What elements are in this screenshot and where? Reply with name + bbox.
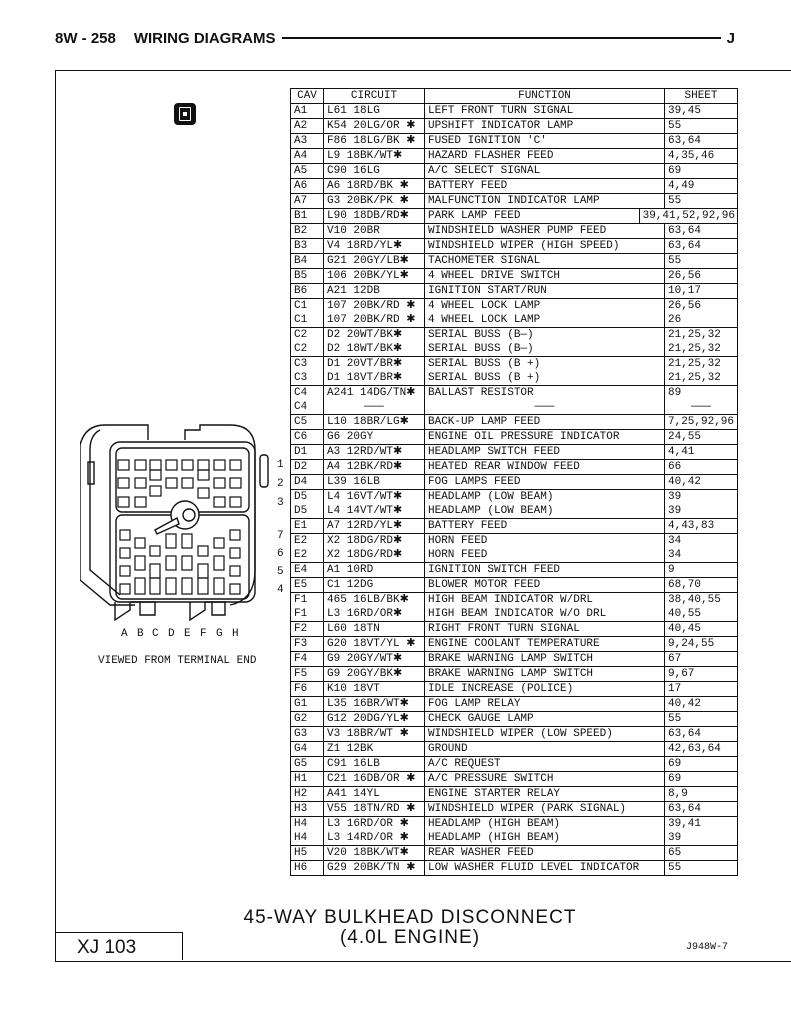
table-row <box>291 475 738 490</box>
cell-circuit: Z1 12BK <box>324 742 425 757</box>
cell-cav: H6 <box>291 861 324 876</box>
table-row <box>291 504 738 519</box>
cell-circuit: V4 18RD/YL✱ <box>324 239 425 254</box>
cell-function: ENGINE COOLANT TEMPERATURE <box>425 637 665 652</box>
cell-function: FOG LAMP RELAY <box>425 697 665 712</box>
cell-circuit: C90 16LG <box>324 164 425 179</box>
cell-circuit: G9 20GY/WT✱ <box>324 652 425 667</box>
cell-cav: E5 <box>291 578 324 593</box>
cell-cav: E2 <box>291 534 324 549</box>
table-row <box>291 787 738 802</box>
cell-cav: E4 <box>291 563 324 578</box>
cell-function: IDLE INCREASE (POLICE) <box>425 682 665 697</box>
cell-sheet: 63,64 <box>665 802 738 817</box>
table-row <box>291 846 738 861</box>
cell-sheet: 55 <box>665 254 738 269</box>
table-row <box>291 563 738 578</box>
cell-sheet: 68,70 <box>665 578 738 593</box>
cell-circuit: L10 18BR/LG✱ <box>324 415 425 430</box>
cell-circuit: V10 20BR <box>324 224 425 239</box>
figure-code: J948W-7 <box>686 942 729 953</box>
cell-sheet: 40,45 <box>665 622 738 637</box>
table-row <box>291 386 738 401</box>
header-function: FUNCTION <box>425 89 665 104</box>
cell-cav: B3 <box>291 239 324 254</box>
table-row <box>291 224 738 239</box>
cell-cav: A5 <box>291 164 324 179</box>
cell-circuit: G29 20BK/TN ✱ <box>324 861 425 876</box>
cell-function: TACHOMETER SIGNAL <box>425 254 665 269</box>
cell-function: FOG LAMPS FEED <box>425 475 665 490</box>
table-row <box>291 460 738 475</box>
cell-cav: H4 <box>291 831 324 846</box>
cell-cav: G1 <box>291 697 324 712</box>
cell-sheet: 4,35,46 <box>665 149 738 164</box>
table-row <box>291 149 738 164</box>
table-row <box>291 119 738 134</box>
table-row <box>291 284 738 299</box>
table-row <box>291 342 738 357</box>
row-label-4: 4 <box>277 584 284 596</box>
cell-cav: F2 <box>291 622 324 637</box>
row-label-7: 7 <box>277 530 284 542</box>
cell-sheet: 9,24,55 <box>665 637 738 652</box>
table-row <box>291 313 738 328</box>
cell-circuit: X2 18DG/RD✱ <box>324 548 425 563</box>
cell-circuit: C1 12DG <box>324 578 425 593</box>
edition-letter: J <box>726 29 735 47</box>
cell-cav: C2 <box>291 342 324 357</box>
header-cav: CAV <box>291 89 324 104</box>
cell-cav: D4 <box>291 475 324 490</box>
cell-cav: F5 <box>291 667 324 682</box>
cell-cav: C3 <box>291 371 324 386</box>
cell-circuit: C21 16DB/OR ✱ <box>324 772 425 787</box>
cell-function: SERIAL BUSS (B—) <box>425 342 665 357</box>
cell-cav: H5 <box>291 846 324 861</box>
cell-cav: A7 <box>291 194 324 209</box>
cell-sheet: 34 <box>665 534 738 549</box>
cell-cav: F4 <box>291 652 324 667</box>
cell-sheet: 40,55 <box>665 607 738 622</box>
cell-sheet: 42,63,64 <box>665 742 738 757</box>
cell-function: HIGH BEAM INDICATOR W/O DRL <box>425 607 665 622</box>
cell-function: SERIAL BUSS (B +) <box>425 357 665 372</box>
cell-sheet: 39,41 <box>665 817 738 832</box>
table-row <box>291 831 738 846</box>
cell-circuit: G9 20GY/BK✱ <box>324 667 425 682</box>
cell-cav: H1 <box>291 772 324 787</box>
cell-circuit: V20 18BK/WT✱ <box>324 846 425 861</box>
cell-circuit: L60 18TN <box>324 622 425 637</box>
table-row <box>291 490 738 505</box>
table-row <box>291 194 738 209</box>
cell-cav: A1 <box>291 104 324 119</box>
cell-circuit: L9 18BK/WT✱ <box>324 149 425 164</box>
table-row <box>291 164 738 179</box>
cell-function: A/C REQUEST <box>425 757 665 772</box>
cell-cav: H4 <box>291 817 324 832</box>
title-line-2: (4.0L ENGINE) <box>339 927 481 948</box>
table-row <box>291 104 738 119</box>
cell-cav: G3 <box>291 727 324 742</box>
cell-cav: B1 <box>291 209 324 224</box>
cell-function: BRAKE WARNING LAMP SWITCH <box>425 667 665 682</box>
row-label-3: 3 <box>277 497 284 509</box>
table-row <box>291 802 738 817</box>
cell-cav: C5 <box>291 415 324 430</box>
table-row <box>291 712 738 727</box>
cell-function: HORN FEED <box>425 534 665 549</box>
cell-sheet: 26,56 <box>665 299 738 314</box>
cell-cav: E1 <box>291 519 324 534</box>
table-row <box>291 209 738 224</box>
table-row <box>291 622 738 637</box>
cell-sheet: 63,64 <box>665 239 738 254</box>
cell-sheet: 39,45 <box>665 104 738 119</box>
table-row <box>291 667 738 682</box>
cell-circuit: G21 20GY/LB✱ <box>324 254 425 269</box>
col-label-a: A <box>121 628 128 640</box>
row-label-6: 6 <box>277 548 284 560</box>
table-row <box>291 757 738 772</box>
header-sheet: SHEET <box>665 89 738 104</box>
table-row <box>291 254 738 269</box>
cell-function: LEFT FRONT TURN SIGNAL <box>425 104 665 119</box>
cell-circuit: D2 18WT/BK✱ <box>324 342 425 357</box>
cell-cav: C3 <box>291 357 324 372</box>
cell-cav: A2 <box>291 119 324 134</box>
cell-sheet: 69 <box>665 772 738 787</box>
cell-circuit: 465 16LB/BK✱ <box>324 593 425 608</box>
cell-sheet: 67 <box>665 652 738 667</box>
cell-cav: C2 <box>291 328 324 343</box>
cell-sheet: 39 <box>665 504 738 519</box>
cell-function: PARK LAMP FEED <box>425 209 665 224</box>
cell-circuit: D2 20WT/BK✱ <box>324 328 425 343</box>
cell-cav: F1 <box>291 607 324 622</box>
cell-circuit: ——— <box>324 400 425 415</box>
cell-cav: D1 <box>291 445 324 460</box>
cell-sheet: 66 <box>665 460 738 475</box>
table-row <box>291 299 738 314</box>
cell-cav: A3 <box>291 134 324 149</box>
cell-sheet: 21,25,32 <box>665 357 738 372</box>
cell-cav: B4 <box>291 254 324 269</box>
cell-sheet: 4,49 <box>665 179 738 194</box>
cell-cav: F6 <box>291 682 324 697</box>
cell-circuit: A6 18RD/BK ✱ <box>324 179 425 194</box>
cell-function: BALLAST RESISTOR <box>425 386 665 401</box>
cell-cav: E2 <box>291 548 324 563</box>
table-row <box>291 772 738 787</box>
cell-circuit: A41 14YL <box>324 787 425 802</box>
cell-circuit: 107 20BK/RD ✱ <box>324 299 425 314</box>
cell-function: BRAKE WARNING LAMP SWITCH <box>425 652 665 667</box>
table-row <box>291 817 738 832</box>
cell-circuit: L61 18LG <box>324 104 425 119</box>
cell-sheet: 40,42 <box>665 475 738 490</box>
cell-cav: C1 <box>291 313 324 328</box>
cell-circuit: 107 20BK/RD ✱ <box>324 313 425 328</box>
cell-sheet: 55 <box>665 712 738 727</box>
table-row <box>291 637 738 652</box>
cell-sheet: 34 <box>665 548 738 563</box>
cell-circuit: L3 16RD/OR ✱ <box>324 817 425 832</box>
cell-cav: B6 <box>291 284 324 299</box>
cell-function: MALFUNCTION INDICATOR LAMP <box>425 194 665 209</box>
cell-sheet: 9 <box>665 563 738 578</box>
cell-sheet: 39 <box>665 831 738 846</box>
cell-function: ——— <box>425 400 665 415</box>
cell-cav: A4 <box>291 149 324 164</box>
table-row <box>291 742 738 757</box>
cell-sheet: 63,64 <box>665 134 738 149</box>
cell-function: HEADLAMP (LOW BEAM) <box>425 504 665 519</box>
cell-function: REAR WASHER FEED <box>425 846 665 861</box>
table-row <box>291 534 738 549</box>
cell-circuit: A21 12DB <box>324 284 425 299</box>
cell-function: BACK-UP LAMP FEED <box>425 415 665 430</box>
page-header <box>55 28 735 48</box>
cell-function: HIGH BEAM INDICATOR W/DRL <box>425 593 665 608</box>
cell-cav: B5 <box>291 269 324 284</box>
cell-circuit: K54 20LG/OR ✱ <box>324 119 425 134</box>
cell-cav: H3 <box>291 802 324 817</box>
cell-cav: B2 <box>291 224 324 239</box>
cell-circuit: A1 10RD <box>324 563 425 578</box>
col-label-d: D <box>168 628 175 640</box>
sheet-overflow-text: 39,41,52,92,96 <box>639 209 735 223</box>
cell-circuit: F86 18LG/BK ✱ <box>324 134 425 149</box>
cell-sheet: 9,67 <box>665 667 738 682</box>
connector-diagram <box>80 420 290 650</box>
cell-sheet: 63,64 <box>665 727 738 742</box>
cell-sheet: 21,25,32 <box>665 342 738 357</box>
col-label-f: F <box>200 628 207 640</box>
cell-cav: F3 <box>291 637 324 652</box>
cell-sheet: 69 <box>665 164 738 179</box>
col-label-c: C <box>152 628 159 640</box>
cell-function: BATTERY FEED <box>425 179 665 194</box>
cell-circuit: G6 20GY <box>324 430 425 445</box>
col-label-e: E <box>184 628 191 640</box>
cell-sheet: 63,64 <box>665 224 738 239</box>
cell-cav: F1 <box>291 593 324 608</box>
cell-sheet: 17 <box>665 682 738 697</box>
cell-circuit: L3 14RD/OR ✱ <box>324 831 425 846</box>
cell-cav: G5 <box>291 757 324 772</box>
cell-function: WINDSHIELD WIPER (HIGH SPEED) <box>425 239 665 254</box>
section-title: WIRING DIAGRAMS <box>133 29 276 47</box>
row-label-1: 1 <box>277 459 284 471</box>
cell-circuit: A3 12RD/WT✱ <box>324 445 425 460</box>
cell-circuit: G12 20DG/YL✱ <box>324 712 425 727</box>
cell-circuit: L35 16BR/WT✱ <box>324 697 425 712</box>
cell-function: HAZARD FLASHER FEED <box>425 149 665 164</box>
cell-function: CHECK GAUGE LAMP <box>425 712 665 727</box>
table-row <box>291 548 738 563</box>
cell-function: SERIAL BUSS (B +) <box>425 371 665 386</box>
table-row <box>291 179 738 194</box>
cell-sheet: 39 <box>665 490 738 505</box>
cell-function: IGNITION SWITCH FEED <box>425 563 665 578</box>
table-row <box>291 727 738 742</box>
table-row <box>291 652 738 667</box>
cell-sheet: 24,55 <box>665 430 738 445</box>
cell-cav: G4 <box>291 742 324 757</box>
cell-sheet: 55 <box>665 861 738 876</box>
cell-cav: G2 <box>291 712 324 727</box>
cell-function: LOW WASHER FLUID LEVEL INDICATOR <box>425 861 665 876</box>
page-number: 8W - 258 <box>55 29 116 47</box>
cell-function: UPSHIFT INDICATOR LAMP <box>425 119 665 134</box>
cell-sheet <box>642 209 738 224</box>
table-row <box>291 328 738 343</box>
table-row <box>291 593 738 608</box>
cell-circuit: L3 16RD/OR✱ <box>324 607 425 622</box>
cell-circuit: V3 18BR/WT ✱ <box>324 727 425 742</box>
cell-function: ENGINE STARTER RELAY <box>425 787 665 802</box>
table-row <box>291 371 738 386</box>
cell-circuit: L39 16LB <box>324 475 425 490</box>
cell-circuit: L4 14VT/WT✱ <box>324 504 425 519</box>
col-label-b: B <box>137 628 144 640</box>
cell-function: 4 WHEEL DRIVE SWITCH <box>425 269 665 284</box>
table-row <box>291 445 738 460</box>
cell-circuit: X2 18DG/RD✱ <box>324 534 425 549</box>
cell-sheet: 55 <box>665 194 738 209</box>
cell-function: HEADLAMP (HIGH BEAM) <box>425 831 665 846</box>
table-header-row <box>291 89 738 104</box>
table-row <box>291 607 738 622</box>
cell-cav: D5 <box>291 504 324 519</box>
cell-sheet: 40,42 <box>665 697 738 712</box>
cell-circuit: D1 18VT/BR✱ <box>324 371 425 386</box>
cell-sheet: 55 <box>665 119 738 134</box>
table-row <box>291 578 738 593</box>
cell-sheet: 69 <box>665 757 738 772</box>
cell-function: 4 WHEEL LOCK LAMP <box>425 299 665 314</box>
cell-function: HEADLAMP SWITCH FEED <box>425 445 665 460</box>
cell-function: IGNITION START/RUN <box>425 284 665 299</box>
cell-sheet: 7,25,92,96 <box>665 415 738 430</box>
row-label-2: 2 <box>277 478 284 490</box>
cell-circuit: A4 12BK/RD✱ <box>324 460 425 475</box>
table-row <box>291 415 738 430</box>
cell-function: WINDSHIELD WIPER (LOW SPEED) <box>425 727 665 742</box>
table-row <box>291 430 738 445</box>
cell-circuit: A241 14DG/TN✱ <box>324 386 425 401</box>
cell-function: BATTERY FEED <box>425 519 665 534</box>
cavity-table <box>290 88 738 876</box>
table-row <box>291 400 738 415</box>
cell-function: HORN FEED <box>425 548 665 563</box>
cell-circuit: D1 20VT/BR✱ <box>324 357 425 372</box>
cell-circuit: K10 18VT <box>324 682 425 697</box>
col-label-g: G <box>216 628 223 640</box>
cell-function: FUSED IGNITION 'C' <box>425 134 665 149</box>
cell-circuit: L90 18DB/RD✱ <box>324 209 425 224</box>
title-line-1: 45-WAY BULKHEAD DISCONNECT <box>243 907 577 928</box>
connector-icon <box>174 103 196 125</box>
cell-function: ENGINE OIL PRESSURE INDICATOR <box>425 430 665 445</box>
cell-sheet: 38,40,55 <box>665 593 738 608</box>
cell-sheet: 26 <box>665 313 738 328</box>
row-label-5: 5 <box>277 566 284 578</box>
cell-sheet: 8,9 <box>665 787 738 802</box>
table-row <box>291 269 738 284</box>
cell-cav: D2 <box>291 460 324 475</box>
cell-sheet: 4,43,83 <box>665 519 738 534</box>
cell-function: WINDSHIELD WASHER PUMP FEED <box>425 224 665 239</box>
cell-sheet: 89 <box>665 386 738 401</box>
diagram-title <box>240 908 580 948</box>
table-row <box>291 519 738 534</box>
header-rule <box>282 37 721 39</box>
cell-function: GROUND <box>425 742 665 757</box>
cell-function: 4 WHEEL LOCK LAMP <box>425 313 665 328</box>
table-row <box>291 861 738 876</box>
table-row <box>291 239 738 254</box>
connector-caption: VIEWED FROM TERMINAL END <box>98 655 257 667</box>
cell-circuit: G20 18VT/YL ✱ <box>324 637 425 652</box>
cell-cav: H2 <box>291 787 324 802</box>
cell-cav: D5 <box>291 490 324 505</box>
table-row <box>291 134 738 149</box>
cell-circuit: C91 16LB <box>324 757 425 772</box>
cell-circuit: L4 16VT/WT✱ <box>324 490 425 505</box>
cell-function: HEADLAMP (HIGH BEAM) <box>425 817 665 832</box>
cell-function: BLOWER MOTOR FEED <box>425 578 665 593</box>
cell-function: HEATED REAR WINDOW FEED <box>425 460 665 475</box>
cell-function: HEADLAMP (LOW BEAM) <box>425 490 665 505</box>
cell-function: A/C PRESSURE SWITCH <box>425 772 665 787</box>
cell-sheet: 10,17 <box>665 284 738 299</box>
cell-sheet: 65 <box>665 846 738 861</box>
cell-sheet: 21,25,32 <box>665 328 738 343</box>
cell-cav: A6 <box>291 179 324 194</box>
cell-cav: C1 <box>291 299 324 314</box>
cell-cav: C4 <box>291 386 324 401</box>
cell-circuit: G3 20BK/PK ✱ <box>324 194 425 209</box>
table-row <box>291 682 738 697</box>
cell-sheet: 4,41 <box>665 445 738 460</box>
table-row <box>291 697 738 712</box>
cell-function: RIGHT FRONT TURN SIGNAL <box>425 622 665 637</box>
cell-function: A/C SELECT SIGNAL <box>425 164 665 179</box>
header-circuit: CIRCUIT <box>324 89 425 104</box>
cell-function: WINDSHIELD WIPER (PARK SIGNAL) <box>425 802 665 817</box>
cell-sheet: ——— <box>665 400 738 415</box>
cell-circuit: V55 18TN/RD ✱ <box>324 802 425 817</box>
cell-circuit: A7 12RD/YL✱ <box>324 519 425 534</box>
cell-function: SERIAL BUSS (B—) <box>425 328 665 343</box>
cell-sheet: 26,56 <box>665 269 738 284</box>
cell-cav: C4 <box>291 400 324 415</box>
col-label-h: H <box>232 628 239 640</box>
model-box: XJ 103 <box>55 932 183 960</box>
cell-cav: C6 <box>291 430 324 445</box>
table-row <box>291 357 738 372</box>
cell-sheet: 21,25,32 <box>665 371 738 386</box>
cell-circuit: 106 20BK/YL✱ <box>324 269 425 284</box>
